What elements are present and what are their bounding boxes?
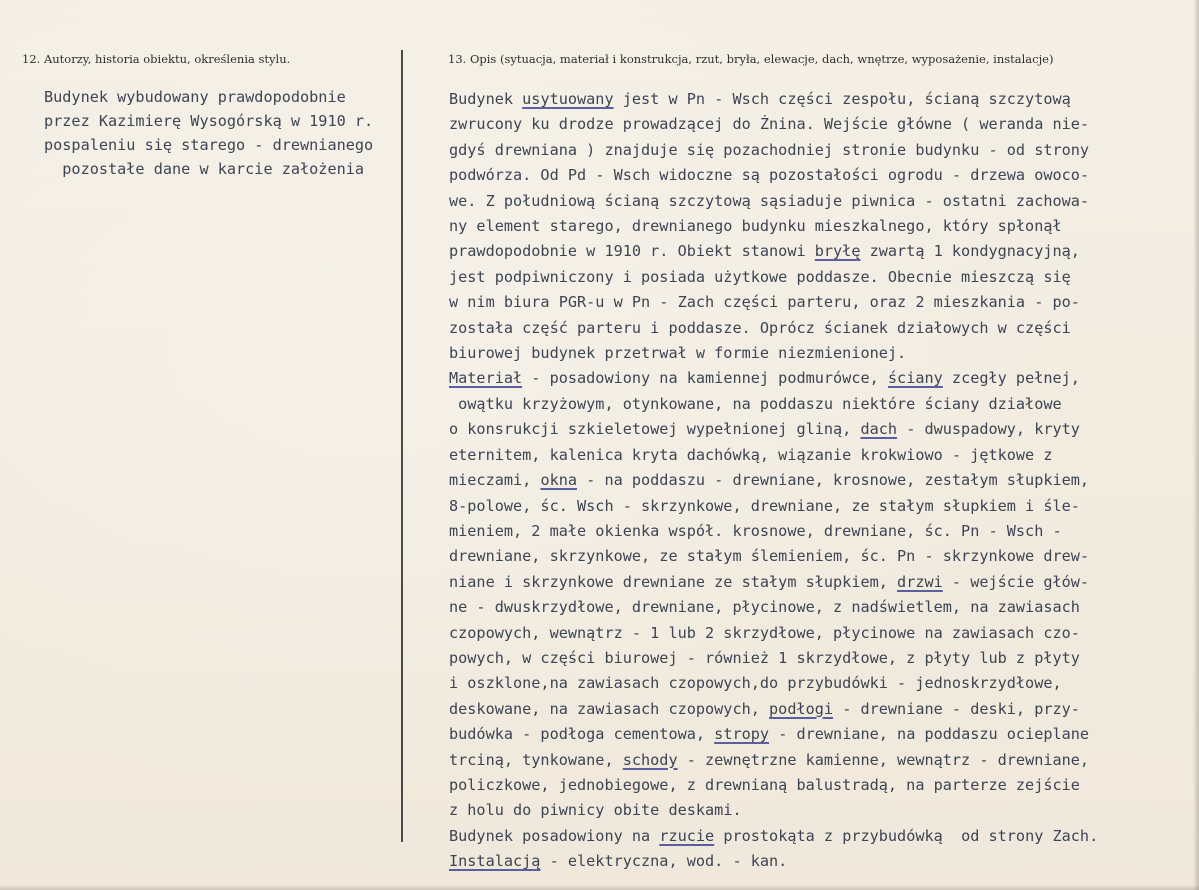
underlined-keyword: podłogi bbox=[769, 699, 834, 718]
text-line bbox=[449, 214, 1164, 239]
text-line bbox=[44, 109, 396, 133]
text-segment: drewniane, skrzynkowe, ze stałym ślemieniem, śc. Pn - skrzynkowe drew- bbox=[449, 547, 1090, 566]
text-segment: zwartą 1 kondygnacyjną, bbox=[860, 242, 1080, 261]
text-segment: - drewniane - deski, przy- bbox=[833, 699, 1080, 718]
text-line bbox=[449, 163, 1164, 188]
text-line bbox=[449, 341, 1164, 366]
text-segment: biurowej budynek przetrwał w formie niezmienionej. bbox=[449, 344, 907, 363]
text-line bbox=[449, 544, 1164, 569]
text-segment: prawdopodobnie w 1910 r. Obiekt stanowi bbox=[449, 242, 815, 261]
underlined-keyword: stropy bbox=[714, 725, 770, 744]
text-segment: jest podpiwniczony i posiada użytkowe poddasze. Obecnie mieszczą się bbox=[449, 267, 1071, 286]
column-divider bbox=[401, 50, 403, 842]
text-line bbox=[449, 697, 1164, 722]
text-line bbox=[449, 290, 1164, 315]
text-segment: powych, w części biurowej - również 1 skrzydłowe, z płyty lub z płyty bbox=[449, 648, 1080, 667]
text-segment: została część parteru i poddasze. Oprócz ścianek działowych w części bbox=[449, 318, 1071, 337]
text-segment: ne - dwuskrzydłowe, drewniane, płycinowe, z nadświetlem, na zawiasach bbox=[449, 598, 1080, 617]
text-segment: jest w Pn - Wsch części zespołu, ścianą szczytową bbox=[613, 90, 1071, 108]
page-bottom-edge bbox=[0, 885, 1199, 890]
text-segment: pozostałe dane w karcie założenia bbox=[44, 160, 365, 178]
text-segment: gdyś drewniana ) znajduje się pozachodniej stronie budynku - od strony bbox=[449, 140, 1090, 159]
text-line bbox=[449, 748, 1164, 773]
text-segment: - drewniane, na poddaszu ocieplane bbox=[769, 725, 1090, 744]
section-12-text bbox=[44, 85, 396, 181]
text-segment: zwrucony ku drodze prowadzącej do Żnina. Wejście główne ( weranda nie- bbox=[449, 115, 1090, 134]
text-line bbox=[449, 138, 1164, 163]
text-segment: prostokąta z przybudówką od strony Zach. bbox=[714, 826, 1099, 845]
text-segment: w nim biura PGR-u w Pn - Zach części parteru, oraz 2 mieszkania - po- bbox=[449, 293, 1080, 312]
text-line bbox=[449, 798, 1164, 823]
underlined-keyword: Materiał bbox=[449, 369, 523, 388]
text-segment: Budynek wybudowany prawdopodobnie bbox=[44, 88, 346, 106]
text-line bbox=[449, 722, 1164, 747]
underlined-keyword: okna bbox=[540, 471, 578, 490]
text-line bbox=[449, 366, 1164, 391]
underlined-keyword: Instalacją bbox=[449, 852, 541, 871]
text-segment: deskowane, na zawiasach czopowych, bbox=[449, 699, 770, 718]
text-line bbox=[449, 824, 1164, 849]
text-line bbox=[44, 133, 396, 157]
text-segment: przez Kazimierę Wysogórską w 1910 r. bbox=[44, 112, 374, 130]
text-segment: owątku krzyżowym, otynkowane, na poddaszu niektóre ściany działowe bbox=[449, 394, 1062, 413]
text-line bbox=[449, 773, 1164, 798]
underlined-keyword: usytuowany bbox=[522, 90, 614, 108]
underlined-keyword: dach bbox=[860, 420, 898, 439]
text-line bbox=[449, 239, 1164, 264]
text-segment: z holu do piwnicy obite deskami. bbox=[449, 801, 742, 820]
section-13-text bbox=[449, 87, 1164, 875]
text-line bbox=[449, 494, 1164, 519]
text-line bbox=[449, 392, 1164, 417]
text-line bbox=[449, 849, 1164, 874]
underlined-keyword: rzucie bbox=[659, 826, 715, 845]
text-line bbox=[449, 671, 1164, 696]
text-segment: niane i skrzynkowe drewniane ze stałym słupkiem, bbox=[449, 572, 898, 591]
text-line bbox=[44, 157, 396, 181]
underlined-keyword: ściany bbox=[887, 369, 943, 388]
text-segment: zcegły pełnej, bbox=[942, 369, 1080, 388]
text-segment: mieniem, 2 małe okienka współ. krosnowe, drewniane, śc. Pn - Wsch - bbox=[449, 521, 1062, 540]
text-segment: we. Z południową ścianą szczytową sąsiaduje piwnica - ostatni zachowa- bbox=[449, 191, 1090, 210]
text-line bbox=[449, 189, 1164, 214]
text-segment: - na poddaszu - drewniane, krosnowe, zestałym słupkiem, bbox=[577, 471, 1090, 490]
text-segment: mieczami, bbox=[449, 471, 541, 490]
section-12-header: 12. Autorzy, historia obiektu, określenia stylu. bbox=[22, 52, 291, 66]
text-line bbox=[449, 316, 1164, 341]
underlined-keyword: bryłę bbox=[814, 242, 861, 261]
text-line bbox=[449, 570, 1164, 595]
underlined-keyword: schody bbox=[622, 750, 678, 769]
text-segment: - zewnętrzne kamienne, wewnątrz - drewniane, bbox=[677, 750, 1090, 769]
text-segment: i oszklone,na zawiasach czopowych,do przybudówki - jednoskrzydłowe, bbox=[449, 674, 1062, 693]
text-line bbox=[449, 443, 1164, 468]
text-segment: trciną, tynkowane, bbox=[449, 750, 623, 769]
text-segment: pospaleniu się starego - drewnianego bbox=[44, 136, 374, 154]
text-segment: eternitem, kalenica kryta dachówką, wiązanie krokwiowo - jętkowe z bbox=[449, 445, 1053, 464]
text-segment: o konsrukcji szkieletowej wypełnionej gliną, bbox=[449, 420, 861, 439]
text-segment: Budynek posadowiony na bbox=[449, 826, 660, 845]
section-13-header: 13. Opis (sytuacja, materiał i konstrukcja, rzut, bryła, elewacje, dach, wnętrze, wyposażenie, instalacje) bbox=[448, 52, 1054, 66]
page-edge-shadow bbox=[1193, 0, 1199, 890]
text-line bbox=[449, 468, 1164, 493]
text-segment: - elektryczna, wod. - kan. bbox=[540, 852, 788, 871]
text-segment: 8-polowe, śc. Wsch - skrzynkowe, drewniane, ze stałym słupkiem i śle- bbox=[449, 496, 1080, 515]
underlined-keyword: drzwi bbox=[897, 572, 943, 591]
text-segment: Budynek bbox=[449, 90, 523, 108]
text-segment: ny element starego, drewnianego budynku mieszkalnego, który spłonął bbox=[449, 217, 1062, 236]
text-segment: podwórza. Od Pd - Wsch widoczne są pozostałości ogrodu - drzewa owoco- bbox=[449, 166, 1090, 185]
text-line bbox=[449, 621, 1164, 646]
text-line bbox=[449, 519, 1164, 544]
text-line bbox=[449, 646, 1164, 671]
text-segment: - dwuspadowy, kryty bbox=[897, 420, 1080, 439]
text-line bbox=[44, 85, 396, 109]
text-segment: budówka - podłoga cementowa, bbox=[449, 725, 715, 744]
text-segment: czopowych, wewnątrz - 1 lub 2 skrzydłowe, płycinowe na zawiasach czo- bbox=[449, 623, 1080, 642]
text-segment: - wejście głów- bbox=[942, 572, 1090, 591]
text-line bbox=[449, 87, 1164, 112]
text-line bbox=[449, 112, 1164, 137]
text-line bbox=[449, 595, 1164, 620]
text-segment: - posadowiony na kamiennej podmurówce, bbox=[522, 369, 888, 388]
text-line bbox=[449, 417, 1164, 442]
text-line bbox=[449, 265, 1164, 290]
text-segment: policzkowe, jednobiegowe, z drewnianą balustradą, na parterze zejście bbox=[449, 775, 1080, 794]
